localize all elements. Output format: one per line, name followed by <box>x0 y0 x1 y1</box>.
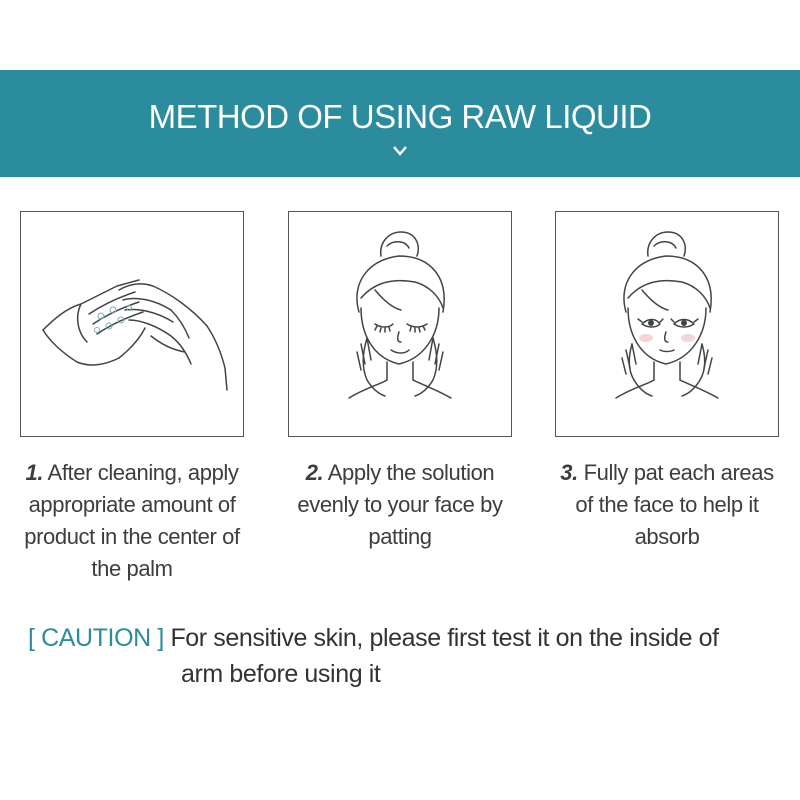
step-1-text <box>20 457 244 585</box>
step-3-number: 3. <box>560 460 578 485</box>
caution-note <box>28 620 788 692</box>
face-eyes-open-illustration <box>556 212 778 436</box>
step-3-description: Fully pat each areas of the face to help it absorb <box>575 460 774 549</box>
caution-label: [ CAUTION ] <box>28 624 164 652</box>
page-title: METHOD OF USING RAW LIQUID <box>148 98 652 135</box>
step-2-description: Apply the solution evenly to your face by patting <box>297 460 503 549</box>
step-1-description: After cleaning, apply appropriate amount of product in the center of the palm <box>24 460 240 581</box>
step-1 <box>20 211 244 585</box>
header-banner <box>0 70 800 177</box>
chevron-down-icon <box>392 145 408 157</box>
caution-text-line2: arm before using it <box>181 660 381 688</box>
step-2 <box>288 211 512 553</box>
caution-text-line1: For sensitive skin, please first test it on the inside of <box>170 624 719 652</box>
step-3-frame <box>555 211 779 437</box>
step-2-number: 2. <box>305 460 324 485</box>
step-1-frame <box>20 211 244 437</box>
step-3-text <box>555 457 779 553</box>
step-2-text <box>288 457 512 553</box>
face-eyes-closed-illustration <box>289 212 511 436</box>
step-2-frame <box>288 211 512 437</box>
step-3 <box>555 211 779 553</box>
hands-illustration <box>21 212 243 436</box>
step-1-number: 1. <box>25 460 44 485</box>
